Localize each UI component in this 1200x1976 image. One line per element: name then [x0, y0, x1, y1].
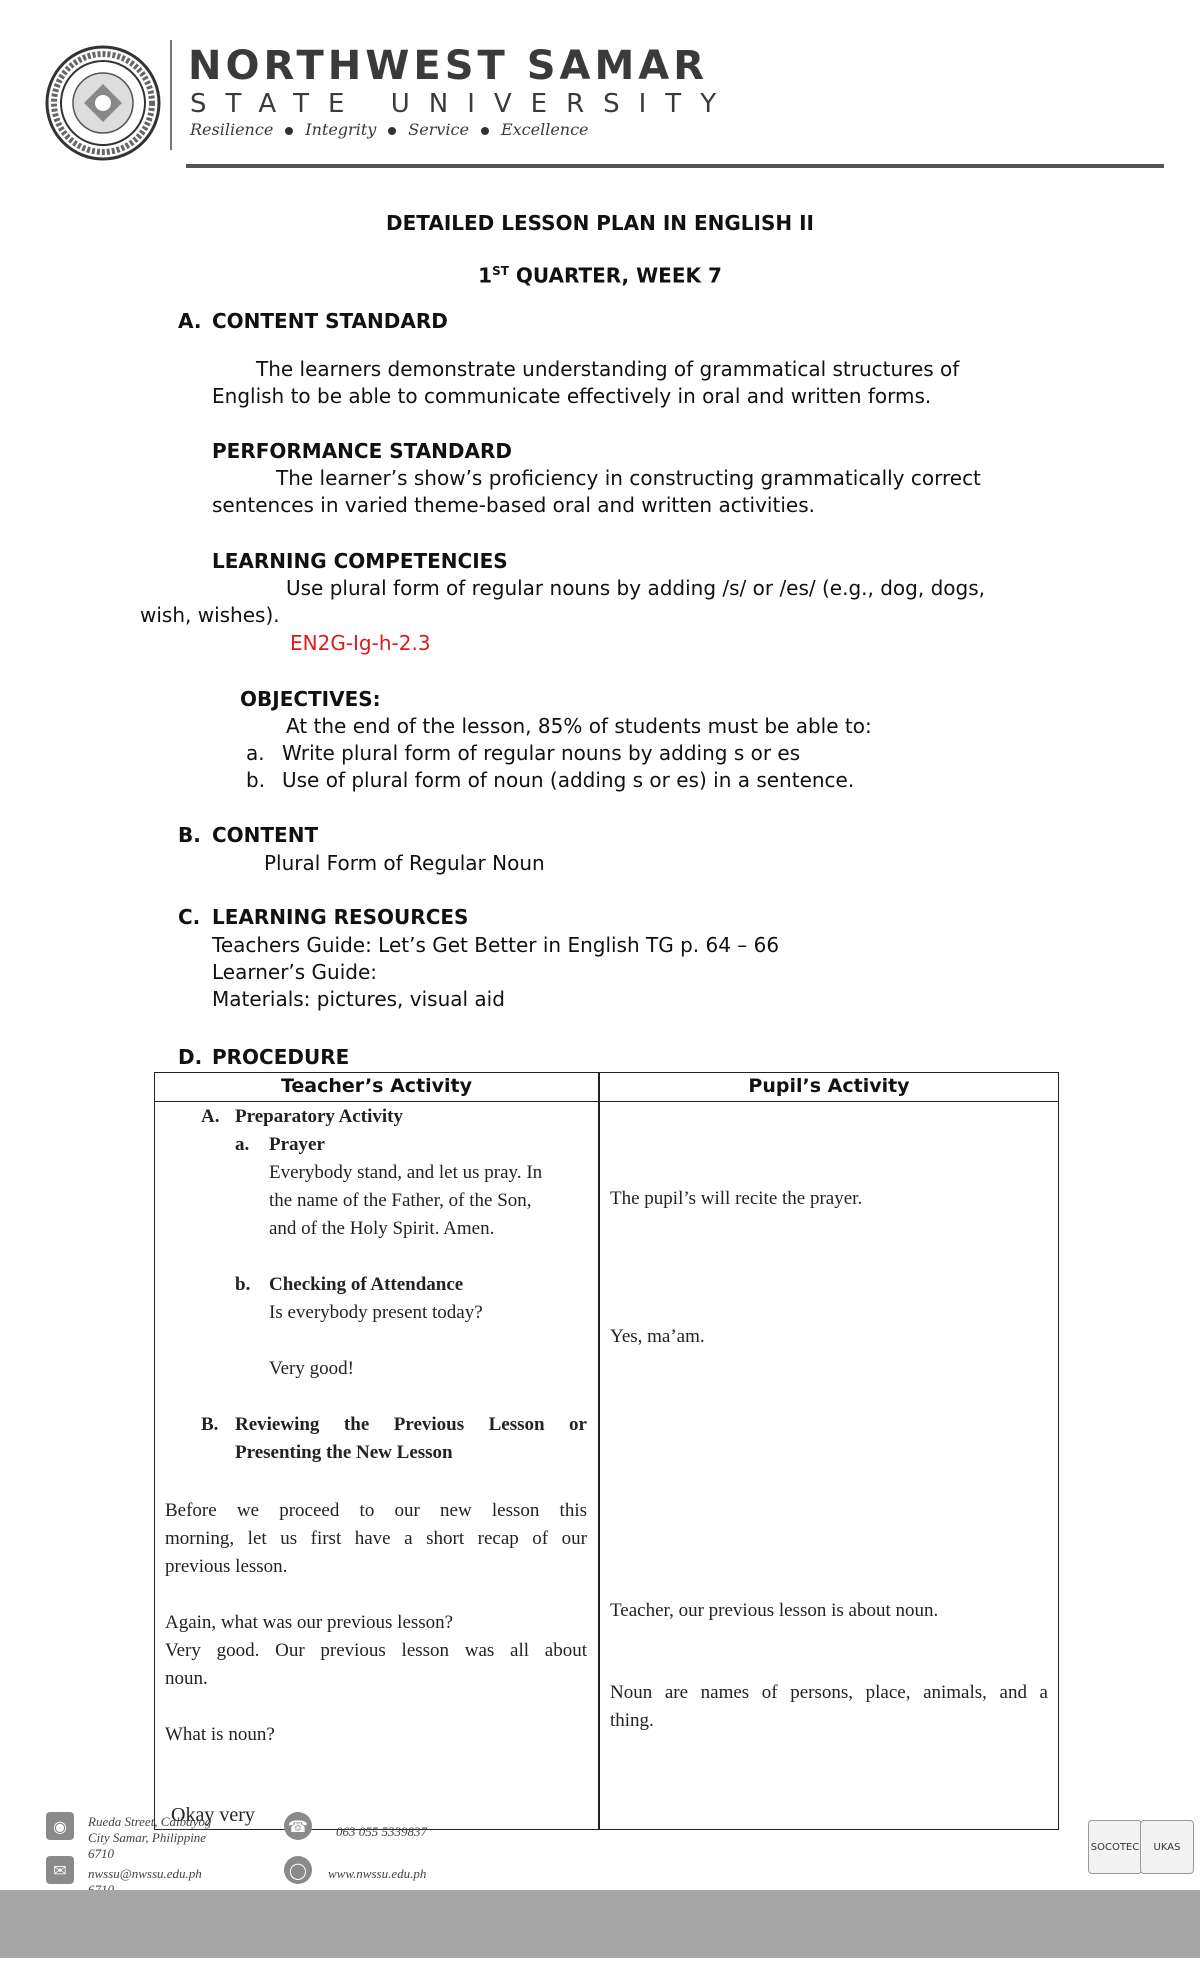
table-column-divider	[598, 1073, 600, 1829]
location-pin-icon: ◉	[46, 1812, 74, 1840]
section-b-heading: CONTENT	[212, 823, 319, 847]
prayer-line: the name of the Father, of the Son,	[269, 1190, 532, 1211]
resource-line: Teachers Guide: Let’s Get Better in English TG p. 64 – 66	[212, 933, 780, 957]
website-link[interactable]: www.nwssu.edu.ph	[328, 1866, 427, 1881]
pupil-noun-definition: Noun are names of persons, place, animals, and a	[610, 1682, 1048, 1703]
performance-standard-line: The learner’s show’s proficiency in constructing grammatically correct	[276, 466, 981, 490]
resource-line: Learner’s Guide:	[212, 960, 378, 984]
prayer-heading: Prayer	[269, 1134, 325, 1155]
step-a-heading: Preparatory Activity	[235, 1106, 403, 1127]
prayer-line: Everybody stand, and let us pray. In	[269, 1162, 543, 1183]
content-text: Plural Form of Regular Noun	[264, 851, 545, 875]
competency-code: EN2G-Ig-h-2.3	[290, 631, 431, 655]
section-c-letter: C.	[178, 905, 201, 929]
section-a-letter: A.	[178, 309, 202, 333]
teacher-activity-header: Teacher’s Activity	[280, 1075, 473, 1097]
substep-letter: a.	[235, 1134, 250, 1155]
pupil-prayer-response: The pupil’s will recite the prayer.	[610, 1188, 863, 1209]
step-b-heading: Presenting the New Lesson	[235, 1442, 453, 1463]
learning-competencies-line: wish, wishes).	[140, 603, 280, 627]
document-title: DETAILED LESSON PLAN IN ENGLISH II	[386, 211, 814, 235]
pupil-noun-definition: thing.	[610, 1710, 654, 1731]
globe-icon: ◯	[284, 1856, 312, 1884]
header-vertical-rule	[170, 40, 172, 150]
very-good-text: Very good!	[269, 1358, 354, 1379]
objective-letter: b.	[246, 768, 266, 792]
motto-dot	[481, 127, 489, 135]
objective-letter: a.	[246, 741, 265, 765]
motto-dot	[388, 127, 396, 135]
step-b-letter: B.	[201, 1414, 219, 1435]
recap-line: previous lesson.	[165, 1556, 288, 1577]
address-line: 6710	[88, 1846, 114, 1861]
section-b-letter: B.	[178, 823, 201, 847]
university-name: NORTHWEST SAMAR	[188, 43, 709, 89]
what-is-noun-question: What is noun?	[165, 1724, 275, 1745]
motto-dot	[285, 127, 293, 135]
address-line: City Samar, Philippine	[88, 1830, 207, 1845]
previous-lesson-answer: noun.	[165, 1668, 208, 1689]
pupil-attendance-response: Yes, ma’am.	[610, 1326, 705, 1347]
email-icon: ✉	[46, 1856, 74, 1884]
university-seal-logo	[44, 44, 162, 162]
content-standard-line: The learners demonstrate understanding of grammatical structures of	[256, 357, 960, 381]
address-line: Rueda Street, Calbayog	[88, 1814, 212, 1829]
prayer-line: and of the Holy Spirit. Amen.	[269, 1218, 495, 1239]
ukas-certification-logo: UKAS	[1140, 1820, 1194, 1874]
step-a-letter: A.	[201, 1106, 220, 1127]
resource-line: Materials: pictures, visual aid	[212, 987, 505, 1011]
objective-item: Write plural form of regular nouns by adding s or es	[282, 741, 801, 765]
previous-lesson-answer: Very good. Our previous lesson was all about	[165, 1640, 587, 1661]
section-c-heading: LEARNING RESOURCES	[212, 905, 469, 929]
motto-word: Service	[408, 120, 469, 139]
section-d-letter: D.	[178, 1045, 203, 1069]
objectives-heading: OBJECTIVES:	[240, 687, 381, 711]
university-motto	[190, 120, 589, 139]
substep-letter: b.	[235, 1274, 251, 1295]
email-address[interactable]: nwssu@nwssu.edu.ph	[88, 1866, 202, 1881]
quarter-week-heading: 1ST QUARTER, WEEK 7	[478, 263, 722, 288]
header-horizontal-rule	[186, 164, 1164, 168]
motto-word: Excellence	[500, 120, 589, 139]
procedure-table	[154, 1072, 1059, 1830]
pupil-previous-lesson-response: Teacher, our previous lesson is about noun.	[610, 1600, 939, 1621]
attendance-heading: Checking of Attendance	[269, 1274, 464, 1295]
phone-number: 063 055 5339837	[336, 1824, 427, 1839]
learning-competencies-line: Use plural form of regular nouns by adding /s/ or /es/ (e.g., dog, dogs,	[286, 576, 985, 600]
step-b-heading: Reviewing the Previous Lesson or	[235, 1414, 587, 1435]
performance-standard-heading: PERFORMANCE STANDARD	[212, 439, 512, 463]
motto-word: Resilience	[190, 120, 274, 139]
attendance-question: Is everybody present today?	[269, 1302, 483, 1323]
section-a-heading: CONTENT STANDARD	[212, 309, 448, 333]
recap-line: Before we proceed to our new lesson this	[165, 1500, 587, 1521]
content-standard-line: English to be able to communicate effectively in oral and written forms.	[212, 384, 932, 408]
previous-lesson-question: Again, what was our previous lesson?	[165, 1612, 454, 1633]
phone-icon: ☎	[284, 1812, 312, 1840]
section-d-heading: PROCEDURE	[212, 1045, 350, 1069]
objective-item: Use of plural form of noun (adding s or es) in a sentence.	[282, 768, 855, 792]
recap-line: morning, let us first have a short recap of our	[165, 1528, 587, 1549]
learning-competencies-heading: LEARNING COMPETENCIES	[212, 549, 508, 573]
motto-word: Integrity	[305, 120, 377, 139]
objectives-intro: At the end of the lesson, 85% of students must be able to:	[286, 714, 872, 738]
socotec-certification-logo: SOCOTEC	[1088, 1820, 1142, 1874]
footer-gray-band	[0, 1890, 1200, 1958]
performance-standard-line: sentences in varied theme-based oral and written activities.	[212, 493, 815, 517]
okay-very-text: Okay very	[171, 1804, 255, 1826]
university-subtitle: STATE UNIVERSITY	[190, 89, 736, 119]
pupil-activity-header: Pupil’s Activity	[748, 1075, 910, 1097]
